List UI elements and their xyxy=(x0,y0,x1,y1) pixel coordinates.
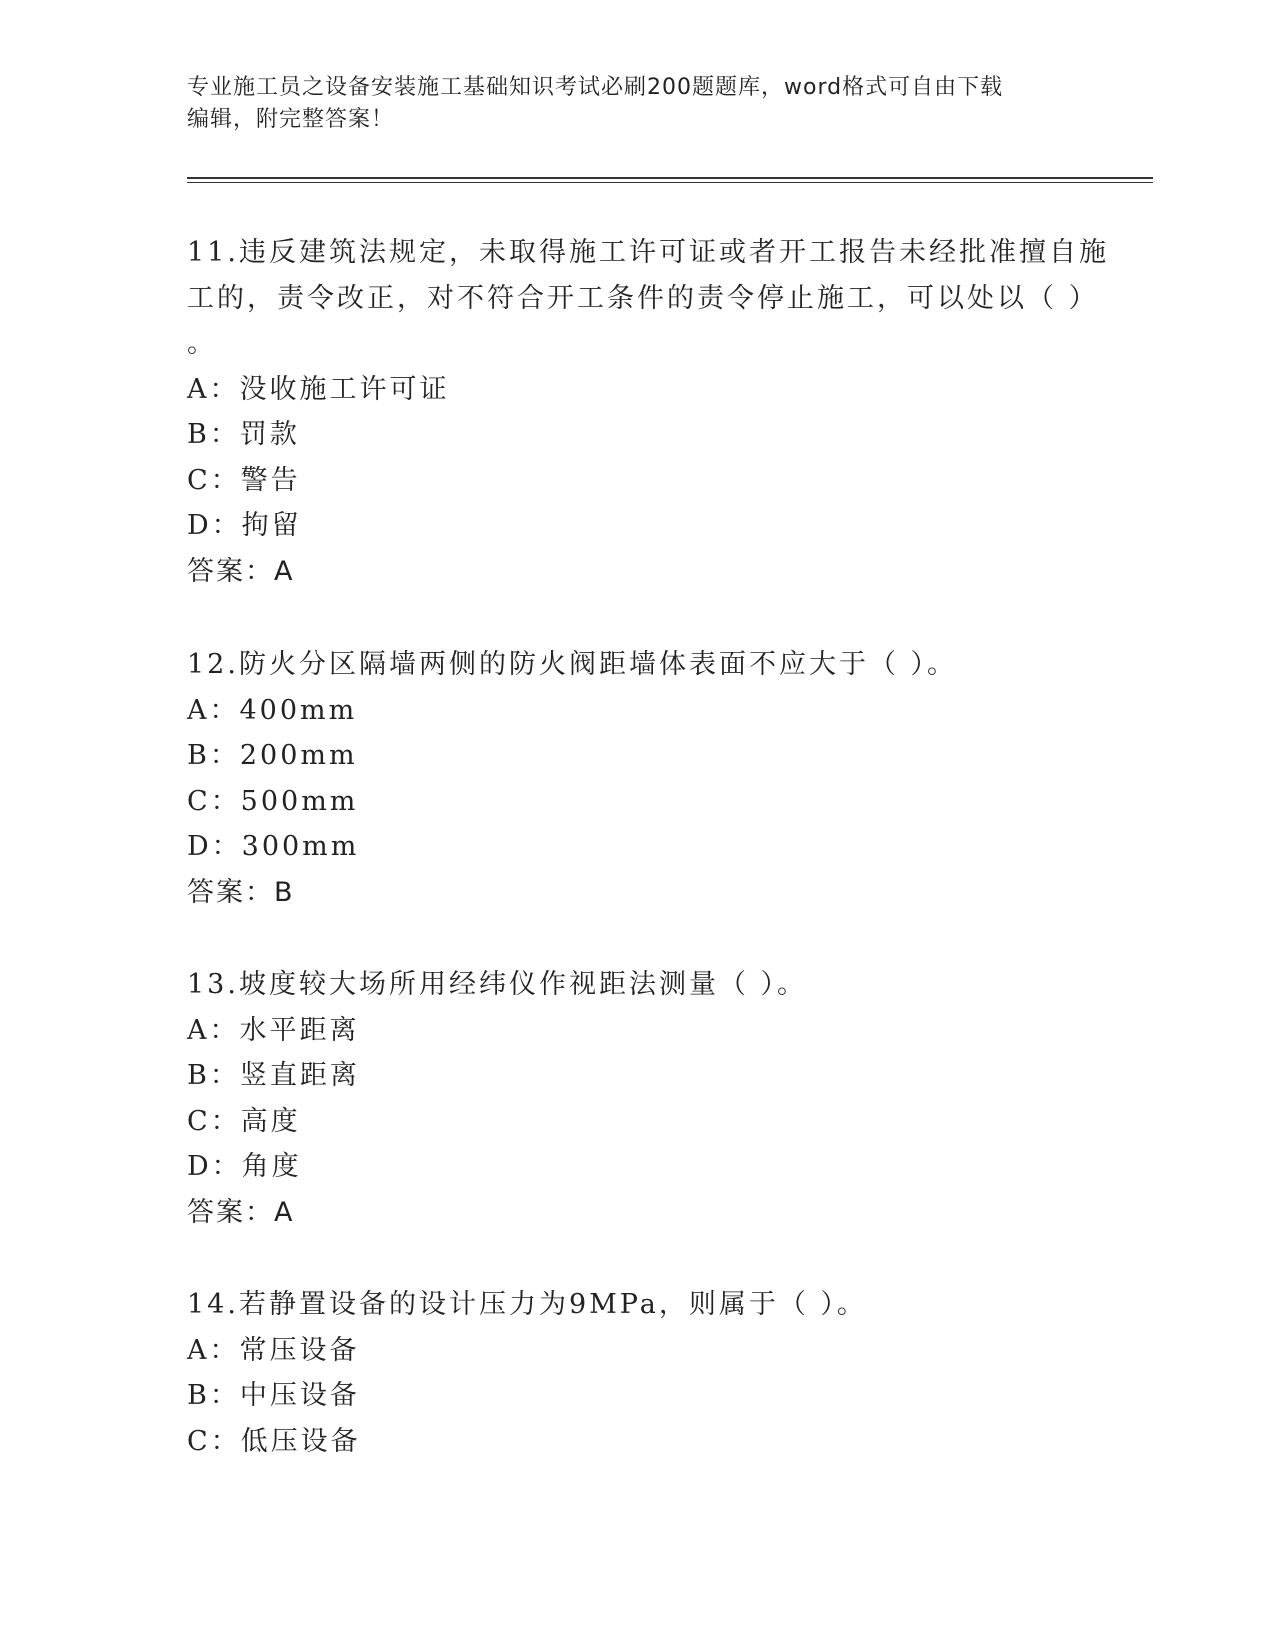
option-c: C：高度 xyxy=(187,1105,301,1137)
question-stem-line: 14.若静置设备的设计压力为9MPa，则属于（ ）。 xyxy=(187,1289,867,1320)
question-12 xyxy=(187,642,1087,915)
option-a: A：水平距离 xyxy=(187,1014,360,1046)
option-c: C：500mm xyxy=(187,785,359,817)
option-b: B：罚款 xyxy=(187,419,300,450)
option-d: D：拘留 xyxy=(187,510,302,541)
answer-line: 答案：B xyxy=(187,876,295,908)
option-c: C：警告 xyxy=(187,464,301,496)
option-d: D：角度 xyxy=(187,1151,302,1182)
question-stem-line: 工的，责令改正，对不符合开工条件的责令停止施工，可以处以（ ） xyxy=(187,282,1099,314)
option-a: A：400mm xyxy=(187,694,358,726)
question-14 xyxy=(187,1282,1087,1464)
option-a: A：没收施工许可证 xyxy=(187,373,450,405)
question-13 xyxy=(187,962,1087,1235)
header-line-2: 编辑，附完整答案！ xyxy=(187,107,395,132)
answer-line: 答案：A xyxy=(187,1196,295,1228)
document-header xyxy=(187,72,1087,136)
question-stem-line: 12.防火分区隔墙两侧的防火阀距墙体表面不应大于（ ）。 xyxy=(187,649,958,680)
header-divider-thin xyxy=(187,182,1153,183)
question-stem-line: 11.违反建筑法规定，未取得施工许可证或者开工报告未经批准擅自施 xyxy=(187,237,1109,268)
header-divider-thick xyxy=(187,177,1153,179)
header-line-1: 专业施工员之设备安装施工基础知识考试必刷200题题库，word格式可自由下载 xyxy=(187,75,1004,100)
option-b: B：竖直距离 xyxy=(187,1060,360,1091)
question-stem-line: 13.坡度较大场所用经纬仪作视距法测量（ ）。 xyxy=(187,969,808,1000)
question-stem-line: 。 xyxy=(187,328,217,359)
option-b: B：200mm xyxy=(187,740,358,771)
option-b: B：中压设备 xyxy=(187,1380,360,1411)
option-a: A：常压设备 xyxy=(187,1334,360,1366)
answer-line: 答案：A xyxy=(187,555,295,587)
question-11 xyxy=(187,230,1109,594)
option-c: C：低压设备 xyxy=(187,1425,361,1457)
option-d: D：300mm xyxy=(187,831,360,862)
